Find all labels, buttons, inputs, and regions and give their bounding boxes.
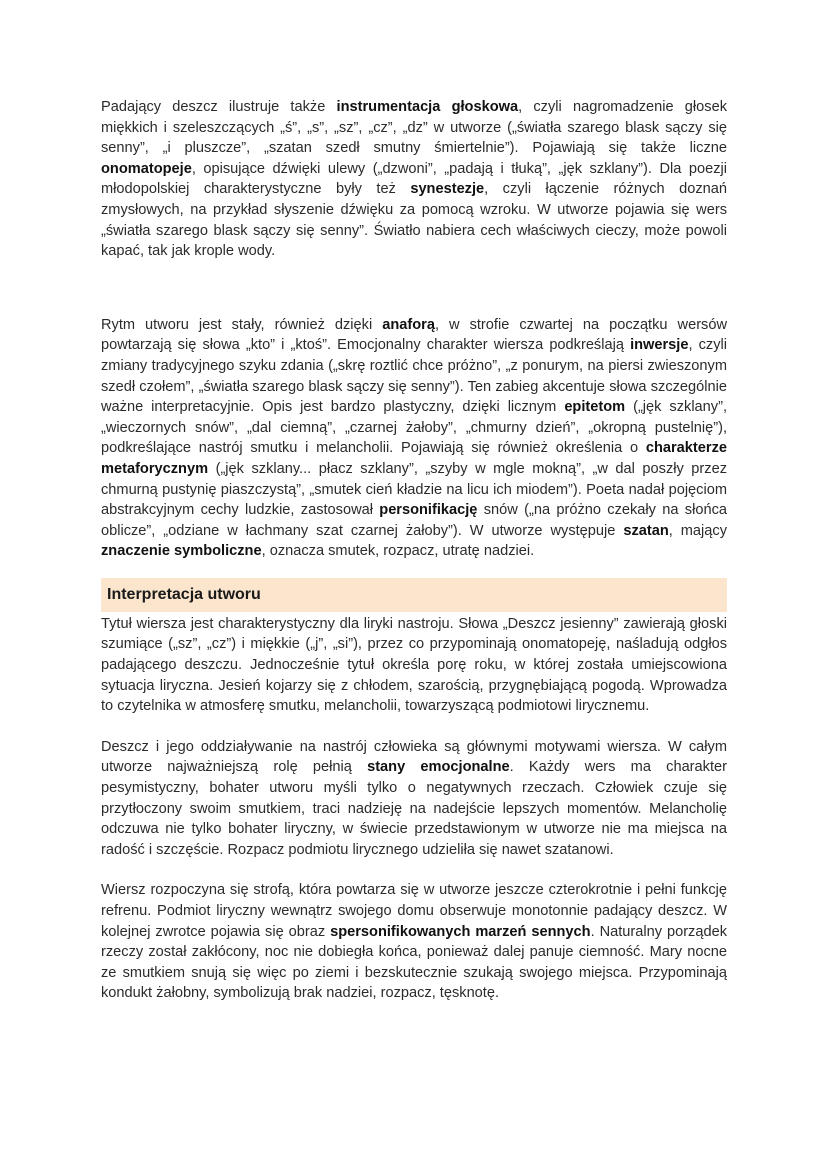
paragraph-structure: Wiersz rozpoczyna się strofą, która powtarza się w utworze jeszcze czterokrotnie i pełni funkcję refrenu. Podmiot liryczny wewnątrz swojego domu obserwuje monotonnie padający deszcz. W kolejnej zwrotce pojawia się obraz spersonifikowanych marzeń sennych. Naturalny porządek rzeczy został zakłócony, noc nie dobiegła końca, ponieważ dalej panuje ciemność. Mary nocne ze smutkiem snują się więc po ziemi i bezskutecznie szukają swojego miejsca. Przypominają kondukt żałobny, symbolizują brak nadziei, rozpacz, tęsknotę.: [101, 882, 727, 1002]
bold-term: instrumentacja głoskowa: [336, 99, 519, 115]
bold-term: personifikację: [379, 502, 478, 519]
document-page: [101, 97, 727, 1004]
paragraph-title-meaning: Tytuł wiersza jest charakterystyczny dla liryki nastroju. Słowa „Deszcz jesienny” zawierają głoski szumiące („sz”, „cz”) i miękkie („j”, „si”), przez co przypominają onomatopeję, naśladują odgłos padającego deszczu. Jednocześnie tytuł określa porę roku, w której została umiejscowiona sytuacja liryczna. Jesień kojarzy się z chłodem, szarością, przygnębiającą pogodą. Wprowadza to czytelnika w atmosferę smutku, melancholii, towarzyszącą podmiotowi lirycznemu.: [101, 615, 727, 715]
bold-term: spersonifikowanych marzeń sennych: [330, 923, 591, 940]
section-heading-interpretation: Interpretacja utworu: [101, 578, 727, 612]
paragraph-rhythm: Rytm utworu jest stały, również dzięki anaforą, w strofie czwartej na początku wersów powtarzają się słowa „kto” i „ktoś”. Emocjonalny charakter wiersza podkreślają inwersje, czyli zmiany tradycyjnego szyku zdania („skrę roztlić chce próżno”, „z ponurym, na piersi zwieszonym szedł czołem”, „światła szarego blask sączy się senny”). Ten zabieg akcentuje słowa szczególnie ważne interpretacyjnie. Opis jest bardzo plastyczny, dzięki licznym epitetom („jęk szklany”, „wieczornych snów”, „dal ciemną”, „czarnej żałoby”, „chmurny dzień”, „okropną pustelnię”), podkreślające nastrój smutku i melancholii. Pojawiają się również określenia o charakterze metaforycznym („jęk szklany... płacz szklany”, „szyby w mgle mokną”, „w dal poszły przez chmurną pustynię piaszczystą”, „smutek cień kładzie na licu ich miodem”). Poeta nadał pojęciom abstrakcyjnym cechy ludzkie, zastosował personifikację snów („na próżno czekały na słońca oblicze”, „odziane w łachmany szat czarnej żałoby”). W utworze występuje szatan, mający znaczenie symboliczne, oznacza smutek, rozpacz, utratę nadziei.: [101, 316, 728, 560]
bold-term: inwersje: [630, 337, 689, 354]
bold-term: szatan: [623, 522, 669, 539]
bold-term: charakterze metaforycznym: [101, 440, 727, 477]
bold-term: epitetom: [564, 399, 626, 416]
paragraph-rain-mood: Deszcz i jego oddziaływanie na nastrój człowieka są głównymi motywami wiersza. W całym utworze najważniejszą rolę pełnią stany emocjonalne. Każdy wers ma charakter pesymistyczny, bohater utworu myśli tylko o negatywnych rzeczach. Człowiek czuje się przytłoczony swoim smutkiem, traci nadzieję na nadejście lepszych momentów. Melancholię odczuwa nie tylko bohater liryczny, w świecie przedstawionym w utworze nie ma miejsca na radość i szczęście. Rozpacz podmiotu lirycznego udzieliła się nawet szatanowi.: [101, 738, 727, 858]
paragraph-instrumentation: Padający deszcz ilustruje także instrumentacja głoskowa, czyli nagromadzenie głosek miękkich i szeleszczących „ś”, „s”, „sz”, „cz”, „dz” w utworze („światła szarego blask sączy się senny”, „i pluszcze”, „szatan szedł smutny śmiertelnie”). Pojawiają się także liczne onomatopeje, opisujące dźwięki ulewy („dzwoni”, „padają i tłuką”, „jęk szklany”). Dla poezji młodopolskiej charakterystyczne były też synestezje, czyli łączenie różnych doznań zmysłowych, na przykład słyszenie dźwięku za pomocą wzroku. W utworze pojawia się wers „światła szarego blask sączy się senny”. Światło nabiera cech właściwych cieczy, może powoli kapać, tak jak krople wody.: [101, 99, 727, 260]
bold-term: synestezje: [410, 181, 485, 198]
bold-term: anaforą: [382, 316, 435, 333]
bold-term: onomatopeje: [101, 160, 192, 177]
bold-term: znaczenie symboliczne: [101, 543, 262, 560]
bold-term: stany emocjonalne: [367, 759, 510, 776]
